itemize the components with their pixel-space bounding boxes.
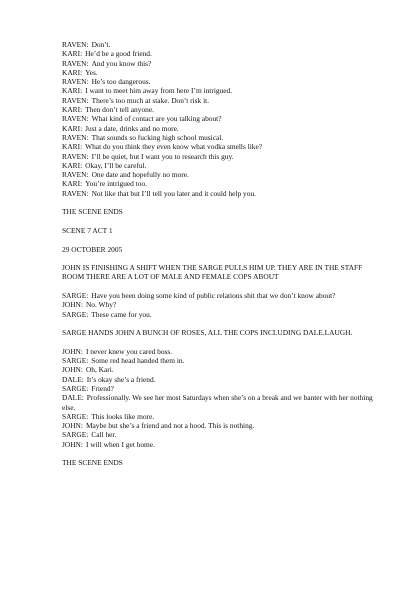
dialogue-line xyxy=(62,291,380,300)
dialogue-line xyxy=(62,300,380,309)
stage-direction: SARGE HANDS JOHN A BUNCH OF ROSES, ALL THE COPS INCLUDING DALE.LAUGH. xyxy=(62,328,353,338)
dialogue-text: There’s too much at stake. Don’t risk it. xyxy=(91,95,210,105)
scene-heading: SCENE 7 ACT 1 xyxy=(62,225,113,235)
speaker-name: JOHN : xyxy=(62,300,83,309)
dialogue-line xyxy=(62,310,380,319)
speaker-name: JOHN : xyxy=(62,421,83,430)
dialogue-line xyxy=(62,161,380,170)
scene-date: 29 OCTOBER 2005 xyxy=(62,244,123,254)
dialogue-text: It’s okay she’s a friend. xyxy=(86,374,156,384)
dialogue-text: Oh, Kari. xyxy=(85,365,114,375)
dialogue-line xyxy=(62,86,380,95)
speaker-name: SARGE : xyxy=(62,291,88,300)
speaker-name: KARI : xyxy=(62,49,82,58)
dialogue-text: This looks like more. xyxy=(91,411,155,421)
dialogue-line xyxy=(62,124,380,133)
dialogue-line xyxy=(62,421,380,430)
dialogue-line xyxy=(62,77,380,86)
dialogue-line xyxy=(62,179,380,188)
speaker-name: DALE : xyxy=(62,375,84,384)
speaker-name: SARGE : xyxy=(62,384,88,393)
dialogue-text: You’re intrigued too. xyxy=(85,179,148,189)
dialogue-text: Professionally. We see her most Saturdays when she’s on a break and we banter with her nothing else. xyxy=(62,393,373,412)
speaker-name: RAVEN : xyxy=(62,96,89,105)
speaker-name: SARGE : xyxy=(62,412,88,421)
dialogue-text: Not like that but I’ll tell you later and it could help you. xyxy=(91,188,256,198)
speaker-name: DALE : xyxy=(62,393,84,402)
dialogue-line xyxy=(62,142,380,151)
dialogue-line xyxy=(62,393,380,412)
speaker-name: RAVEN : xyxy=(62,170,89,179)
speaker-name: KARI : xyxy=(62,142,82,151)
speaker-name: JOHN : xyxy=(62,365,83,374)
dialogue-text: Friend? xyxy=(91,383,114,393)
dialogue-line xyxy=(62,189,380,198)
dialogue-line xyxy=(62,105,380,114)
dialogue-line xyxy=(62,68,380,77)
speaker-name: RAVEN : xyxy=(62,189,89,198)
dialogue-line xyxy=(62,152,380,161)
speaker-name: RAVEN : xyxy=(62,152,89,161)
dialogue-line xyxy=(62,356,380,365)
dialogue-text: One date and hopefully no more. xyxy=(91,170,189,180)
dialogue-block-staff-room xyxy=(62,347,380,449)
dialogue-line xyxy=(62,59,380,68)
speaker-name: RAVEN : xyxy=(62,40,89,49)
dialogue-text: Just a date, drinks and no more. xyxy=(85,123,179,133)
dialogue-text: And you know this? xyxy=(91,58,152,68)
dialogue-text: No. Why? xyxy=(85,300,117,310)
dialogue-line xyxy=(62,40,380,49)
dialogue-text: What kind of contact are you talking about? xyxy=(91,114,222,124)
dialogue-line xyxy=(62,49,380,58)
speaker-name: RAVEN : xyxy=(62,77,89,86)
scene-end-marker: THE SCENE ENDS xyxy=(62,458,123,468)
stage-direction: JOHN IS FINISHING A SHIFT WHEN THE SARGE PULLS HIM UP. THEY ARE IN THE STAFF ROOM THERE ARE A LOT OF MALE AND FEMALE COPS ABOUT xyxy=(62,263,363,282)
dialogue-line xyxy=(62,375,380,384)
dialogue-line xyxy=(62,96,380,105)
speaker-name: KARI : xyxy=(62,86,82,95)
dialogue-line xyxy=(62,440,380,449)
dialogue-text: What do you think they even know what vodka smells like? xyxy=(85,142,263,152)
dialogue-text: Yes. xyxy=(85,67,98,77)
dialogue-text: I never knew you cared boss. xyxy=(85,346,173,356)
dialogue-text: I want to meet him away from here I’m intrigued. xyxy=(85,86,233,96)
dialogue-text: Okay, I’ll be careful. xyxy=(85,160,147,170)
dialogue-text: He’s too dangerous. xyxy=(91,77,151,87)
speaker-name: SARGE : xyxy=(62,310,88,319)
dialogue-line xyxy=(62,365,380,374)
dialogue-line xyxy=(62,133,380,142)
dialogue-text: Don’t. xyxy=(91,40,111,49)
dialogue-block-sarge-john xyxy=(62,291,380,319)
speaker-name: KARI : xyxy=(62,68,82,77)
speaker-name: RAVEN : xyxy=(62,133,89,142)
speaker-name: KARI : xyxy=(62,161,82,170)
dialogue-text: That sounds so fucking high school musical. xyxy=(91,132,224,142)
speaker-name: KARI : xyxy=(62,105,82,114)
dialogue-text: I’ll be quiet, but I want you to research this guy. xyxy=(91,151,234,161)
dialogue-text: Then don’t tell anyone. xyxy=(85,105,154,115)
dialogue-text: Call her. xyxy=(91,430,117,440)
dialogue-text: Maybe but she’s a friend and not a hood. This is nothing. xyxy=(85,421,255,431)
speaker-name: JOHN : xyxy=(62,347,83,356)
dialogue-text: I will when I get home. xyxy=(85,439,155,449)
dialogue-line xyxy=(62,384,380,393)
speaker-name: RAVEN : xyxy=(62,114,89,123)
dialogue-block-raven-kari xyxy=(62,40,380,198)
speaker-name: SARGE : xyxy=(62,356,88,365)
scene-end-marker: THE SCENE ENDS xyxy=(62,207,123,217)
dialogue-line xyxy=(62,114,380,123)
dialogue-text: He’d be a good friend. xyxy=(85,49,152,59)
speaker-name: RAVEN : xyxy=(62,59,89,68)
dialogue-line xyxy=(62,170,380,179)
dialogue-text: These came for you. xyxy=(91,309,152,319)
dialogue-line xyxy=(62,430,380,439)
dialogue-text: Some red head handed them in. xyxy=(91,356,185,366)
dialogue-text: Have you been doing some kind of public relations shit that we don’t know about? xyxy=(91,291,336,301)
speaker-name: SARGE : xyxy=(62,430,88,439)
speaker-name: JOHN : xyxy=(62,440,83,449)
dialogue-line xyxy=(62,347,380,356)
dialogue-line xyxy=(62,412,380,421)
speaker-name: KARI : xyxy=(62,124,82,133)
speaker-name: KARI : xyxy=(62,179,82,188)
